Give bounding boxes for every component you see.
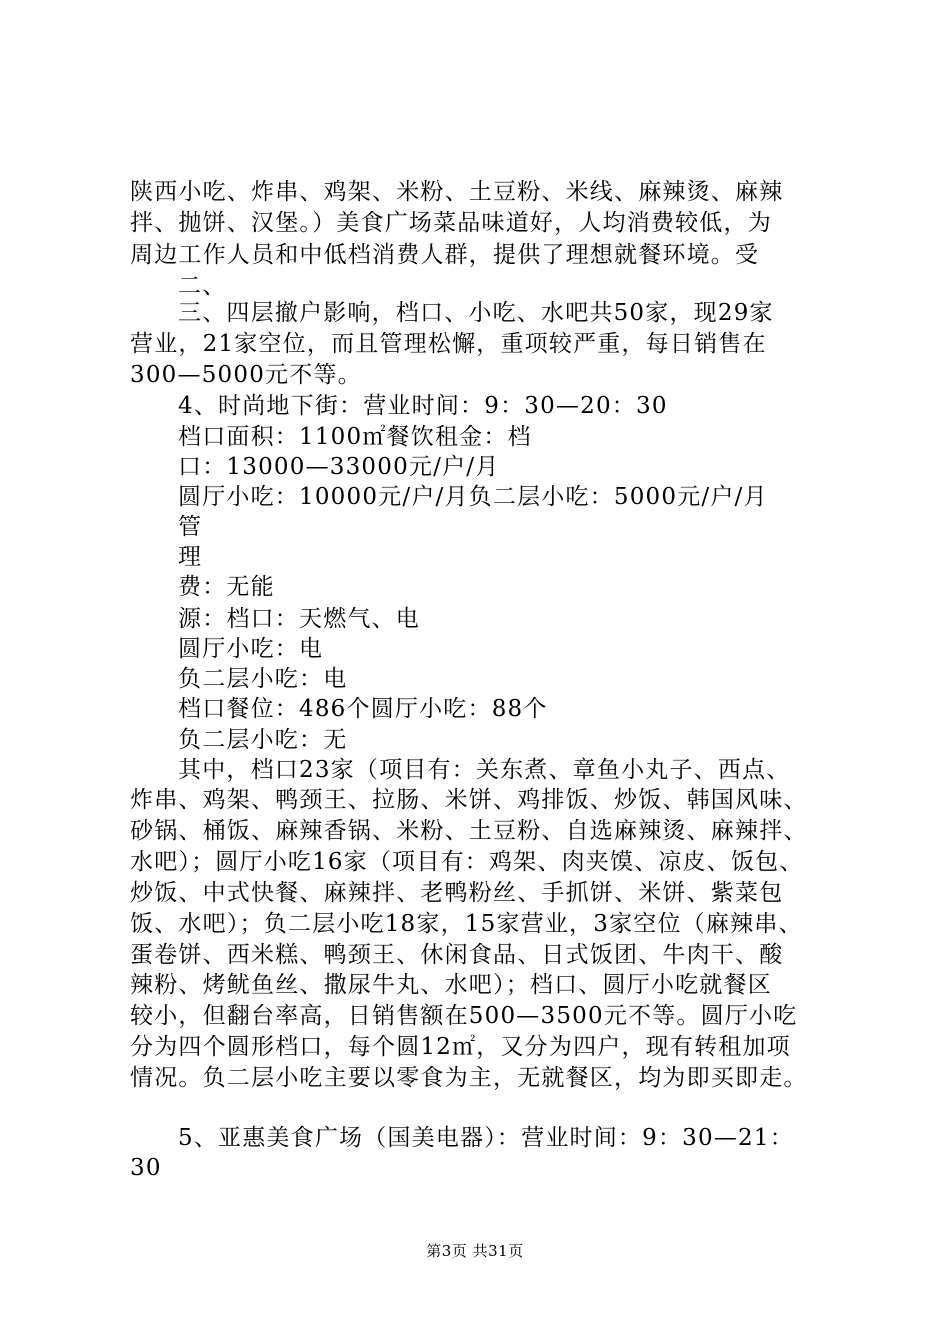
text-line-13: 理 bbox=[178, 544, 203, 570]
text-line-29: 分为四个圆形档口，每个圆12㎡，又分为四户，现有转租加项 bbox=[130, 1034, 791, 1060]
text-line-1: 陕西小吃、炸串、鸡架、米粉、土豆粉、米线、麻辣烫、麻辣 bbox=[130, 179, 784, 205]
text-line-21: 炸串、鸡架、鸭颈王、拉肠、米饼、鸡排饭、炒饭、韩国风味、 bbox=[130, 787, 808, 813]
text-line-2: 拌、抛饼、汉堡。）美食广场菜品味道好，人均消费较低，为 bbox=[130, 210, 772, 236]
text-line-30: 情况。负二层小吃主要以零食为主，无就餐区，均为即买即走。 bbox=[130, 1065, 808, 1091]
text-line-27: 辣粉、烤鱿鱼丝、撒尿牛丸、水吧）；档口、圆厅小吃就餐区 bbox=[130, 972, 772, 998]
text-line-14: 费：无能 bbox=[178, 574, 275, 600]
text-line-22: 砂锅、桶饭、麻辣香锅、米粉、土豆粉、自选麻辣烫、麻辣拌、 bbox=[130, 818, 808, 844]
text-line-26: 蛋卷饼、西米糕、鸭颈王、休闲食品、日式饭团、牛肉干、酸 bbox=[130, 942, 784, 968]
text-line-16: 圆厅小吃：电 bbox=[178, 636, 324, 662]
page-footer: 第3页 共31页 bbox=[426, 1242, 524, 1260]
text-line-5: 三、四层撤户影响，档口、小吃、水吧共50家，现29家 bbox=[178, 300, 774, 326]
text-line-11: 圆厅小吃：10000元/户/月负二层小吃：5000元/户/月 bbox=[178, 484, 768, 510]
text-line-7: 300—5000元不等。 bbox=[130, 362, 362, 388]
text-line-17: 负二层小吃：电 bbox=[178, 666, 348, 692]
text-line-28: 较小，但翻台率高，日销售额在500—3500元不等。圆厅小吃 bbox=[130, 1003, 798, 1029]
text-line-24: 炒饭、中式快餐、麻辣拌、老鸭粉丝、手抓饼、米饼、紫菜包 bbox=[130, 880, 784, 906]
text-line-20: 其中，档口23家（项目有：关东煮、章鱼小丸子、西点、 bbox=[178, 757, 791, 783]
text-line-25: 饭、水吧）；负二层小吃18家，15家营业，3家空位（麻辣串、 bbox=[130, 911, 803, 937]
text-line-15: 源：档口：天燃气、电 bbox=[178, 606, 420, 632]
text-line-9: 档口面积：1100㎡餐饮租金：档 bbox=[178, 424, 532, 450]
text-line-6: 营业，21家空位，而且管理松懈，重项较严重，每日销售在 bbox=[130, 331, 767, 357]
text-line-32: 30 bbox=[130, 1155, 162, 1181]
text-line-3: 周边工作人员和中低档消费人群，提供了理想就餐环境。受 bbox=[130, 242, 760, 268]
text-line-19: 负二层小吃：无 bbox=[178, 727, 348, 753]
text-line-12: 管 bbox=[178, 514, 203, 540]
text-line-31: 5、亚惠美食广场（国美电器）：营业时间：9：30—21： bbox=[178, 1125, 794, 1151]
text-line-10: 口：13000—33000元/户/月 bbox=[178, 454, 500, 480]
text-line-23: 水吧）；圆厅小吃16家（项目有：鸡架、肉夹馍、凉皮、饭包、 bbox=[130, 849, 804, 875]
text-line-8: 4、时尚地下街：营业时间：9：30—20：30 bbox=[178, 393, 668, 419]
text-line-4: 二、 bbox=[178, 273, 227, 299]
text-line-18: 档口餐位：486个圆厅小吃：88个 bbox=[178, 696, 548, 722]
